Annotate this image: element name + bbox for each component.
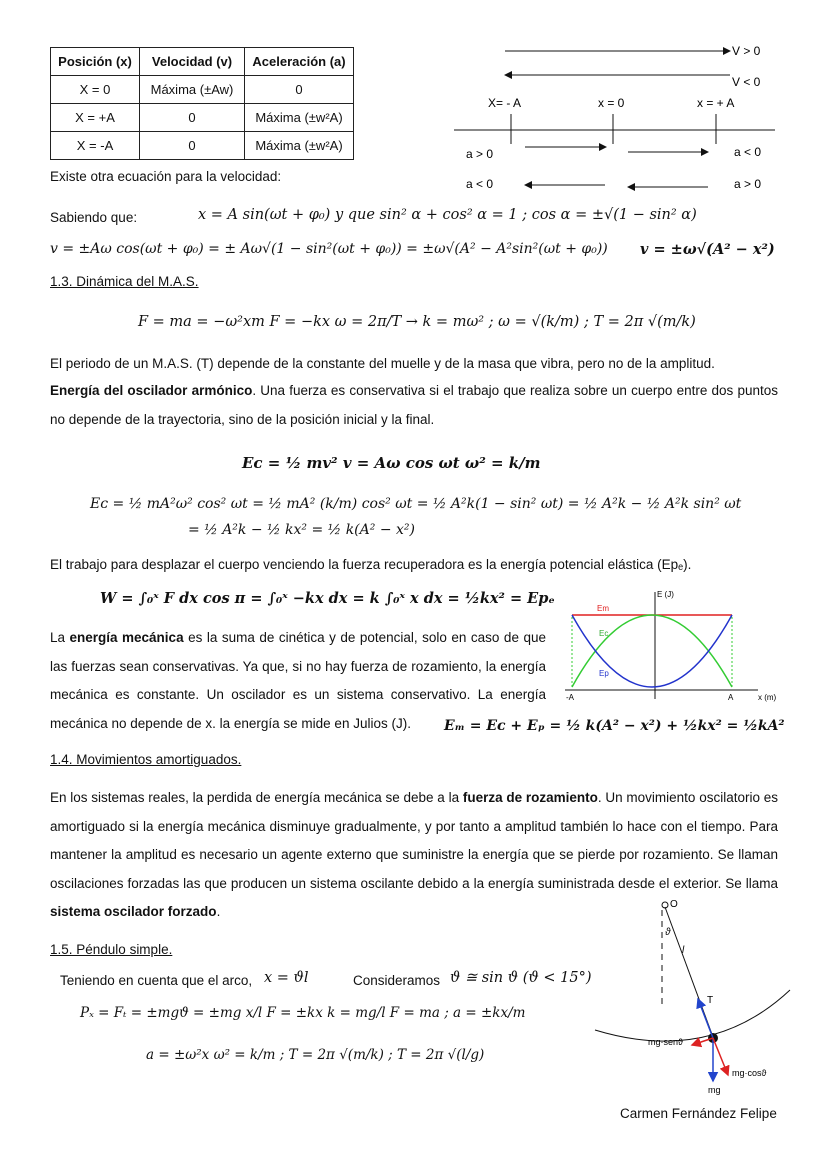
table-header: Aceleración (a): [245, 48, 354, 76]
pivot-label: O: [670, 899, 678, 910]
a-positive-right-label: a > 0: [734, 177, 762, 191]
ec-label: Ec: [599, 629, 609, 638]
para-work: El trabajo para desplazar el cuerpo venciendo la fuerza recuperadora es la energía potencial elástica (Epₑ).: [50, 557, 692, 572]
energy-chart: [560, 587, 785, 707]
table-cell: X = 0: [51, 76, 140, 104]
mas-table: [50, 47, 354, 160]
pend-eq-4: a = ±ω²x ω² = k/m ; T = 2π √(m/k) ; T = 2π √(l/g): [146, 1047, 485, 1063]
table-cell: X = +A: [51, 104, 140, 132]
axis-diagram: [440, 38, 785, 198]
table-header: Velocidad (v): [140, 48, 245, 76]
energy-x-label: x (m): [758, 693, 777, 702]
x-plus-label: x = + A: [697, 96, 735, 110]
pend-eq-2: ϑ ≅ sin ϑ (ϑ < 15°): [450, 970, 592, 986]
a-negative-left-label: a < 0: [466, 177, 494, 191]
eq-sabiendo: x = A sin(ωt + φ₀) y que sin² α + cos² α = 1 ; cos α = ±√(1 − sin² α): [198, 207, 697, 223]
table-cell: X = -A: [51, 132, 140, 160]
eq-dynamics: F = ma = −ω²xm F = −kx ω = 2π/T → k = mω² ; ω = √(k/m) ; T = 2π √(m/k): [138, 314, 696, 330]
intro-line: Existe otra ecuación para la velocidad:: [50, 169, 282, 184]
v-negative-label: V < 0: [732, 75, 761, 89]
para-period: El periodo de un M.A.S. (T) depende de la constante del muelle y de la masa que vibra, pero no de la amplitud.: [50, 356, 715, 371]
energy-paragraph: [50, 377, 778, 434]
pendulum-diagram: [590, 895, 795, 1105]
pend-eq-3: Pₓ = Fₜ = ±mgϑ = ±mg x/l F = ±kx k = mg/l F = ma ; a = ±kx/m: [80, 1005, 526, 1021]
energy-text: . Una fuerza es conservativa si el trabajo que realiza sobre un cuerpo entre dos puntos no depende de la trayectoria, sino de la posición inicial y la final.: [50, 383, 778, 427]
ep-curve: [572, 615, 732, 687]
mech-prefix: La: [50, 630, 70, 645]
x-minus-label: X= - A: [488, 96, 522, 110]
table-cell: 0: [140, 104, 245, 132]
arc-path: [595, 990, 790, 1041]
section-1-3-title: 1.3. Dinámica del M.A.S.: [50, 274, 199, 289]
pend-eq-1: x = ϑl: [264, 970, 309, 986]
energy-y-label: E (J): [657, 590, 674, 599]
x-zero-label: x = 0: [598, 96, 625, 110]
v-positive-label: V > 0: [732, 44, 761, 58]
mgsen-label: mg·senϑ: [648, 1037, 683, 1047]
eq-energy-long-2: = ½ A²k − ½ kx² = ½ k(A² − x²): [188, 522, 415, 538]
a-positive-left-label: a > 0: [466, 147, 494, 161]
ep-label: Ep: [599, 669, 609, 678]
table-cell: 0: [245, 76, 354, 104]
section-1-5-title: 1.5. Péndulo simple.: [50, 942, 173, 957]
damped-bold-1: fuerza de rozamiento: [462, 790, 598, 805]
author-name: Carmen Fernández Felipe: [620, 1106, 777, 1121]
table-row: [51, 76, 354, 104]
angle-label: ϑ: [665, 927, 671, 938]
pend-line-1b: Consideramos: [353, 973, 441, 988]
eq-energy-kinetic: Eᴄ = ½ mv² v = Aω cos ωt ω² = k/m: [242, 454, 541, 472]
mg-label: mg: [708, 1085, 721, 1095]
eq-energy-long-1: Eᴄ = ½ mA²ω² cos² ωt = ½ mA² (k/m) cos² ωt = ½ A²k(1 − sin² ωt) = ½ A²k − ½ A²k sin² ωt: [90, 496, 742, 512]
damped-bold-2: sistema oscilador forzado: [50, 904, 217, 919]
section-1-4-title: 1.4. Movimientos amortiguados.: [50, 752, 242, 767]
mech-text: es la suma de cinética y de potencial, solo en caso de que las fuerzas sean conservativas. Ya que, si no hay fuerza de rozamiento, la energía mecánica es constante. Un oscilador es un sistema conservativo. La energía mecánica no depende de x. la energía se mide en Julios (J).: [50, 630, 546, 731]
sabiendo-label: Sabiendo que:: [50, 210, 138, 225]
eq-velocity-long: v = ±Aω cos(ωt + φ₀) = ± Aω√(1 − sin²(ωt + φ₀)) = ±ω√(A² − A²sin²(ωt + φ₀)): [50, 241, 608, 257]
table-cell: Máxima (±w²A): [245, 104, 354, 132]
damped-mid: . Un movimiento oscilatorio es amortiguado si la energía mecánica disminuye gradualmente, y por tanto a amplitud también lo hace con el tiempo. Para mantener la amplitud es necesario un agente externo que suministre la energía que se pierde por rozamiento. Se llaman oscilaciones forzadas las que producen un sistema oscilante debido a la energía suministrada desde el exterior. Se llama: [50, 790, 778, 891]
tension-label: T: [707, 995, 714, 1006]
table-row: [51, 104, 354, 132]
table-cell: 0: [140, 132, 245, 160]
energy-x-min-label: -A: [566, 693, 574, 702]
pend-line-1a: Teniendo en cuenta que el arco,: [60, 973, 253, 988]
mgcos-arrow: [713, 1038, 728, 1075]
table-row: [51, 132, 354, 160]
mgcos-label: mg·cosϑ: [732, 1068, 767, 1078]
eq-mechanical: Eₘ = Eᴄ + Eₚ = ½ k(A² − x²) + ½kx² = ½kA²: [444, 718, 785, 734]
em-label: Em: [597, 604, 609, 613]
eq-work: W = ∫₀ˣ F dx cos π = ∫₀ˣ −kx dx = k ∫₀ˣ x dx = ½kx² = Epₑ: [100, 590, 555, 607]
damped-prefix: En los sistemas reales, la perdida de energía mecánica se debe a la: [50, 790, 463, 805]
length-label: l: [682, 945, 685, 956]
a-negative-right-label: a < 0: [734, 145, 762, 159]
eq-velocity-short: v = ±ω√(A² − x²): [640, 241, 775, 258]
mech-bold: energía mecánica: [69, 630, 184, 645]
table-header: Posición (x): [51, 48, 140, 76]
energy-title: Energía del oscilador armónico: [50, 383, 253, 398]
table-cell: Máxima (±Aw): [140, 76, 245, 104]
table-cell: Máxima (±w²A): [245, 132, 354, 160]
energy-x-max-label: A: [728, 693, 734, 702]
damped-end: .: [216, 904, 221, 919]
